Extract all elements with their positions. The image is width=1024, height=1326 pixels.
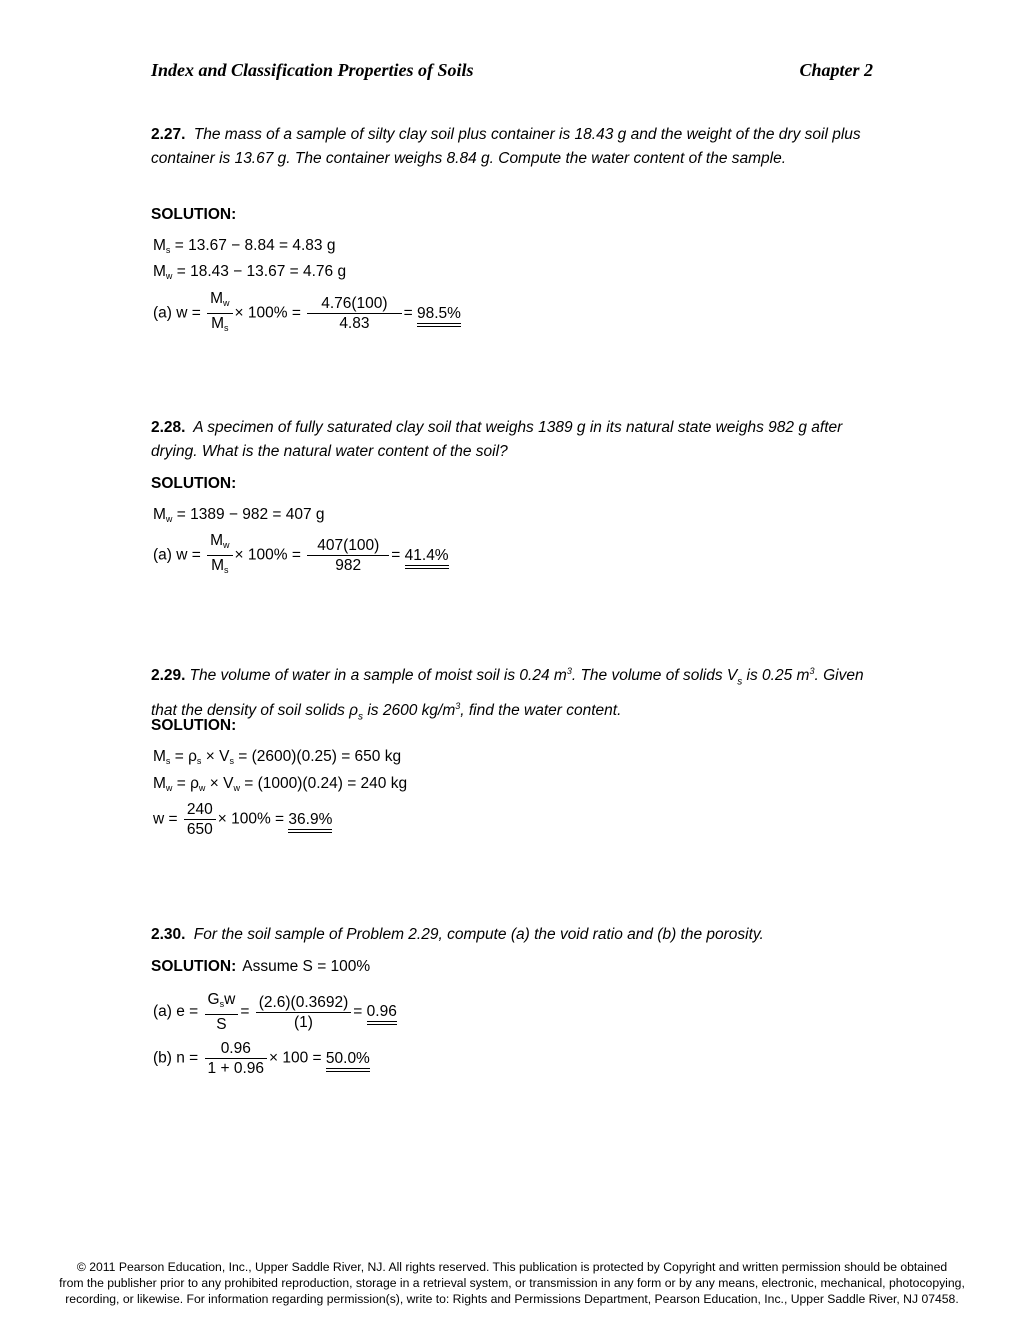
equation-ms: $M_s = 13.67 - 8.84 = 4.83$ g: [153, 237, 336, 255]
footer-line: recording, or likewise. For information regarding permission(s), write to: Rights and Permissions Department, Pearson Education, Inc., Upper Saddle River, NJ 07458.: [65, 1292, 959, 1306]
problem-2-30-statement: [151, 923, 871, 947]
solution-label: SOLUTION:: [151, 475, 237, 492]
header-title: Index and Classification Properties of Soils: [151, 60, 474, 80]
problem-text: For the soil sample of Problem 2.29, compute (a) the void ratio and (b) the porosity.: [193, 926, 764, 943]
problem-2-28-statement: [151, 416, 871, 464]
equation-mw: $M_w = \rho_w \times V_w = (1000)(0.24) = 240$ kg: [153, 775, 408, 793]
solution-label: SOLUTION:: [151, 717, 237, 734]
equation-water-content: (a) w = $\frac{M_w}{M_s}$ × 100% = $\frac{4.76(100)}{4.83}$ = 98.5%: [153, 289, 461, 338]
fraction: $\frac{G_sw}{S}$: [205, 990, 239, 1034]
problem-2-29-statement: 2.29. The volume of water in a sample of moist soil is 0.24 $m^3$. The volume of solids $V_s$ is 0.25 $m^3$. Given that the density of soil solids $\rho_s$ is 2600 $kg/m^3$, find the water content.: [151, 666, 864, 723]
fraction: $\frac{0.96}{1 + 0.96}$: [205, 1039, 267, 1078]
fraction: $\frac{M_w}{M_s}$: [207, 531, 232, 580]
problem-number: 2.28.: [151, 419, 186, 436]
equation-mw: $M_w = 18.43 - 13.67 = 4.76$ g: [153, 263, 347, 281]
equation-void-ratio: (a) e = $\frac{G_sw}{S}$ = $\frac{(2.6)(0.3692)}{(1)}$ = 0.96: [153, 991, 397, 1033]
fraction: $\frac{4.76(100)}{4.83}$: [307, 294, 401, 333]
header-chapter: Chapter 2: [799, 60, 873, 80]
answer: 98.5%: [417, 305, 461, 327]
problem-number: 2.29.: [151, 667, 186, 685]
answer: 41.4%: [405, 547, 449, 569]
problem-number: 2.30.: [151, 926, 186, 943]
equation-water-content: (a) w = $\frac{M_w}{M_s}$ × 100% = $\frac{407(100)}{982}$ = 41.4%: [153, 531, 449, 580]
problem-text: A specimen of fully saturated clay soil that weighs 1389 g in its natural state weighs 982 g after drying. What is the natural water content of the soil?: [151, 419, 843, 460]
fraction: $\frac{240}{650}$: [184, 800, 216, 839]
footer-line: © 2011 Pearson Education, Inc., Upper Saddle River, NJ. All rights reserved. This publication is protected by Copyright and written permission should be obtained: [76, 1260, 948, 1274]
equation-water-content: w = $\frac{240}{650}$ × 100% = 36.9%: [153, 801, 333, 838]
answer: 36.9%: [288, 811, 332, 833]
footer-line: from the publisher prior to any prohibited reproduction, storage in a retrieval system, or transmission in any form or by any means, electronic, mechanical, photocopying,: [59, 1276, 965, 1290]
fraction: $\frac{M_w}{M_s}$: [207, 289, 232, 338]
fraction: $\frac{(2.6)(0.3692)}{(1)}$: [256, 993, 352, 1032]
solution-label: SOLUTION: Assume S = 100%: [151, 958, 371, 975]
problem-2-27-statement: [151, 123, 871, 171]
solution-label: SOLUTION:: [151, 206, 237, 223]
answer: 50.0%: [326, 1050, 370, 1072]
copyright-footer: [0, 1259, 1024, 1307]
fraction: $\frac{407(100)}{982}$: [307, 536, 389, 575]
page-header: [151, 60, 873, 86]
assumption: Assume S = 100%: [242, 958, 371, 975]
equation-ms: $M_s = \rho_s \times V_s = (2600)(0.25) = 650$ kg: [153, 748, 402, 766]
problem-text: The mass of a sample of silty clay soil plus container is 18.43 g and the weight of the dry soil plus container is 13.67 g. The container weighs 8.84 g. Compute the water content of the sample.: [151, 126, 861, 167]
problem-number: 2.27.: [151, 126, 186, 143]
equation-mw: $M_w = 1389 - 982 = 407$ g: [153, 506, 325, 524]
answer: 0.96: [367, 1003, 397, 1025]
equation-porosity: (b) n = $\frac{0.96}{1 + 0.96}$ × 100 = 50.0%: [153, 1040, 370, 1077]
